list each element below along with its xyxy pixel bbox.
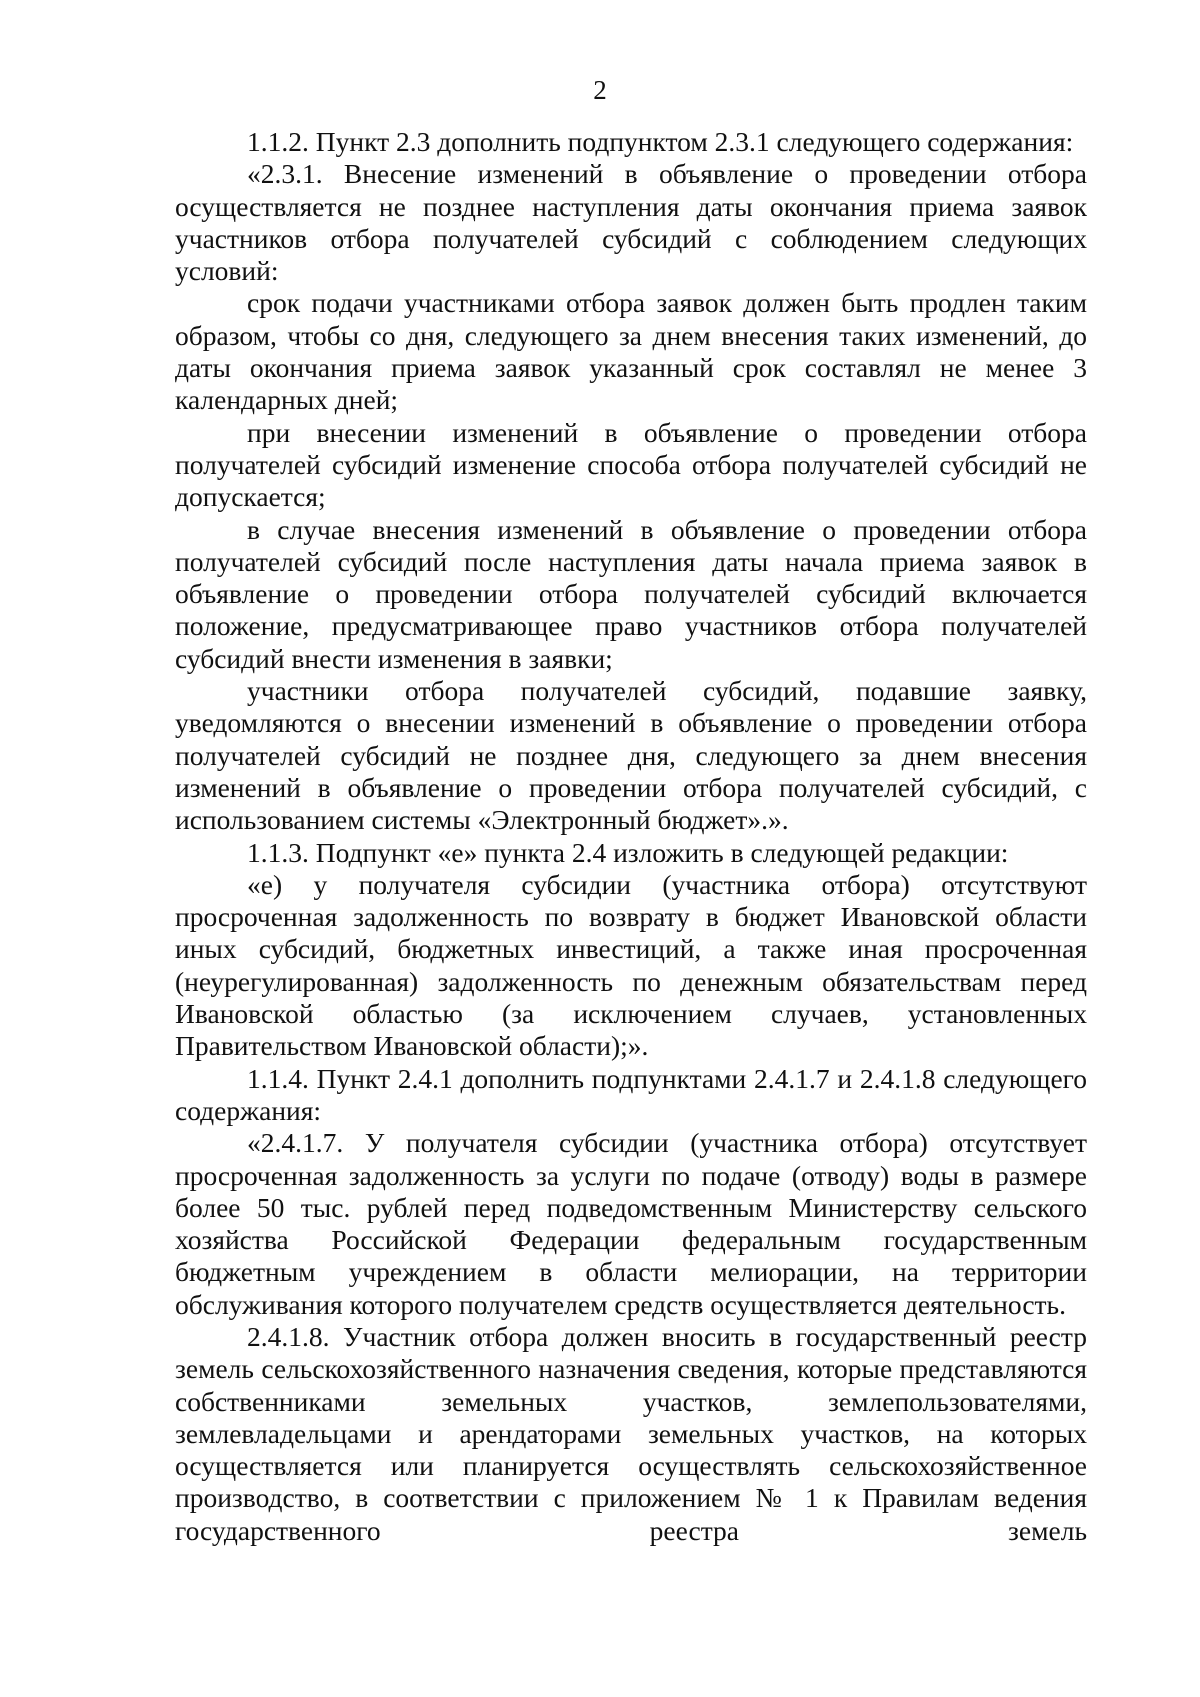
paragraph-deadline-extension: срок подачи участниками отбора заявок должен быть продлен таким образом, чтобы со дня, следующего за днем внесения таких изменений, до даты окончания приема заявок указанный срок составлял не менее 3 календарных дней; [175, 287, 1087, 416]
paragraph-application-changes: в случае внесения изменений в объявление о проведении отбора получателей субсидий после наступления даты начала приема заявок в объявление о проведении отбора получателей субсидий включается положение, предусматривающее право участников отбора получателей субсидий внести изменения в заявки; [175, 513, 1087, 674]
paragraph-1-1-2: 1.1.2. Пункт 2.3 дополнить подпунктом 2.3.1 следующего содержания: [247, 126, 1074, 157]
paragraph-2-3-1: «2.3.1. Внесение изменений в объявление о проведении отбора осуществляется не позднее наступления даты окончания приема заявок участников отбора получателей субсидий с соблюдением следующих условий: [175, 158, 1087, 287]
paragraph-1-1-4: 1.1.4. Пункт 2.4.1 дополнить подпунктами 2.4.1.7 и 2.4.1.8 следующего содержания: [175, 1062, 1087, 1126]
paragraph-subitem-e: «е) у получателя субсидии (участника отбора) отсутствуют просроченная задолженность по возврату в бюджет Ивановской области иных субсидий, бюджетных инвестиций, а также иная просроченная (неурегулированная) задолженность по денежным обязательствам перед Ивановской областью (за исключением случаев, установленных Правительством Ивановской области);». [175, 868, 1087, 1062]
paragraph-selection-method: при внесении изменений в объявление о проведении отбора получателей субсидий изменение способа отбора получателей субсидий не допускается; [175, 416, 1087, 513]
paragraph-2-4-1-7: «2.4.1.7. У получателя субсидии (участника отбора) отсутствует просроченная задолженность за услуги по подаче (отводу) воды в размере более 50 тыс. рублей перед подведомственным Министерству сельского хозяйства Российской Федерации федеральным государственным бюджетным учреждением в области мелиорации, на территории обслуживания которого получателем средств осуществляется деятельность. [175, 1127, 1087, 1320]
page-number: 2 [593, 75, 607, 105]
document-body [175, 126, 1087, 1547]
paragraph-1-1-3: 1.1.3. Подпункт «е» пункта 2.4 изложить в следующей редакции: [247, 836, 1009, 868]
paragraph-participant-notification: участники отбора получателей субсидий, подавшие заявку, уведомляются о внесении изменений в объявление о проведении отбора получателей субсидий не позднее дня, следующего за днем внесения изменений в объявление о проведении отбора получателей субсидий, с использованием системы «Электронный бюджет».». [175, 675, 1087, 836]
paragraph-2-4-1-8: 2.4.1.8. Участник отбора должен вносить в государственный реестр земель сельскохозяйственного назначения сведения, которые представляются собственниками земельных участков, землепользователями, землевладельцами и арендаторами земельных участков, на которых осуществляется или планируется осуществлять сельскохозяйственное производство, в соответствии с приложением № 1 к Правилам ведения государственного реестра земель [175, 1320, 1087, 1546]
